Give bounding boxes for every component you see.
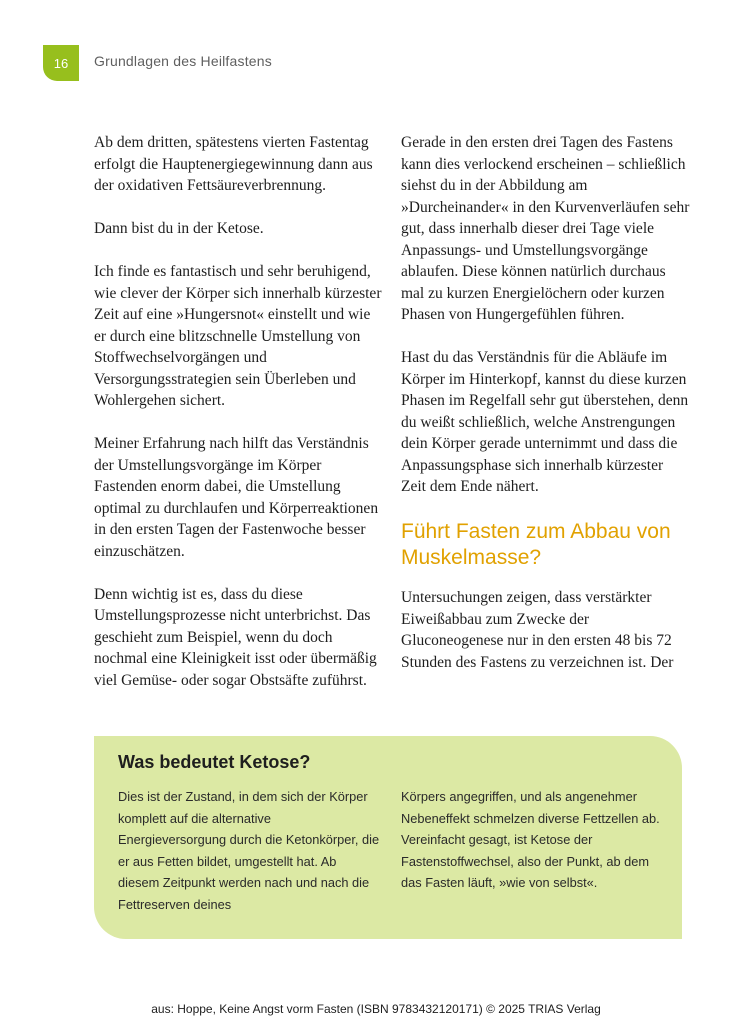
page-number-badge [43, 45, 79, 81]
right-column [401, 132, 691, 695]
paragraph: Dann bist du in der Ketose. [94, 220, 264, 237]
paragraph: Meiner Erfahrung nach hilft das Verständnis der Umstellungsvorgänge im Körper Fastenden enorm dabei, die Umstellung optimal zu durchlaufen und Körperreaktionen in den ersten Tagen der Fastenwoche besser einzuschätzen. [94, 435, 379, 560]
info-box-text-left: Dies ist der Zustand, in dem sich der Körper komplett auf die alternative Energieversorgung durch die Ketonkörper, die er aus Fetten bildet, umgestellt hat. Ab diesem Zeitpunkt werden nach und nach die Fettreserven deines [118, 789, 380, 912]
left-column [94, 132, 384, 713]
running-title: Grundlagen des Heilfastens [94, 53, 272, 69]
paragraph: Ab dem dritten, spätestens vierten Fastentag erfolgt die Hauptenergiegewinnung dann aus der oxidativen Fettsäureverbrennung. [94, 134, 373, 194]
paragraph: Gerade in den ersten drei Tagen des Fastens kann dies verlockend erscheinen – schließlich siehst du in der Abbildung am »Durcheinander« in den Kurvenverläufen sehr gut, dass innerhalb dieser drei Tage viele Anpassungs- und Umstellungsvorgänge ablaufen. Diese können natürlich durchaus mal zu kurzen Energielöchern oder kurzen Phasen von Hungergefühlen führen. [401, 134, 690, 323]
info-box-text-right: Körpers angegriffen, und als angenehmer Nebeneffekt schmelzen diverse Fettzellen ab. Vereinfacht gesagt, ist Ketose der Fastenstoffwechsel, also der Punkt, ab dem das Fasten läuft, »wie von selbst«. [401, 789, 660, 890]
paragraph: Untersuchungen zeigen, dass verstärkter Eiweißabbau zum Zwecke der Gluconeogenese nur in den ersten 48 bis 72 Stunden des Fastens zu verzeichnen ist. Der [401, 589, 674, 671]
section-heading: Führt Fasten zum Abbau von Muskelmasse? [401, 520, 671, 569]
paragraph: Hast du das Verständnis für die Abläufe im Körper im Hinterkopf, kannst du diese kurzen Phasen im Regelfall sehr gut überstehen, denn du weißt schließlich, welche Anstrengungen dein Körper gerade unternimmt und dass die Anpassungsphase sich innerhalb kürzester Zeit dem Ende nähert. [401, 349, 689, 495]
footer-citation: aus: Hoppe, Keine Angst vorm Fasten (ISBN 9783432120171) © 2025 TRIAS Verlag [151, 1002, 601, 1016]
info-box-title: Was bedeutet Ketose? [118, 752, 311, 772]
page-number: 16 [53, 55, 69, 71]
info-box [94, 736, 682, 939]
paragraph: Ich finde es fantastisch und sehr beruhigend, wie clever der Körper sich innerhalb kürzester Zeit auf eine »Hungersnot« einstellt und wie er durch eine blitzschnelle Umstellung von Stoffwechselvorgängen und Versorgungsstrategien sein Überleben und Wohlergehen sichert. [94, 263, 382, 409]
paragraph: Denn wichtig ist es, dass du diese Umstellungsprozesse nicht unterbrichst. Das geschieht zum Beispiel, wenn du doch nochmal eine Kleinigkeit isst oder übermäßig viel Gemüse- oder sogar Obstsäfte zuführst. [94, 585, 377, 689]
